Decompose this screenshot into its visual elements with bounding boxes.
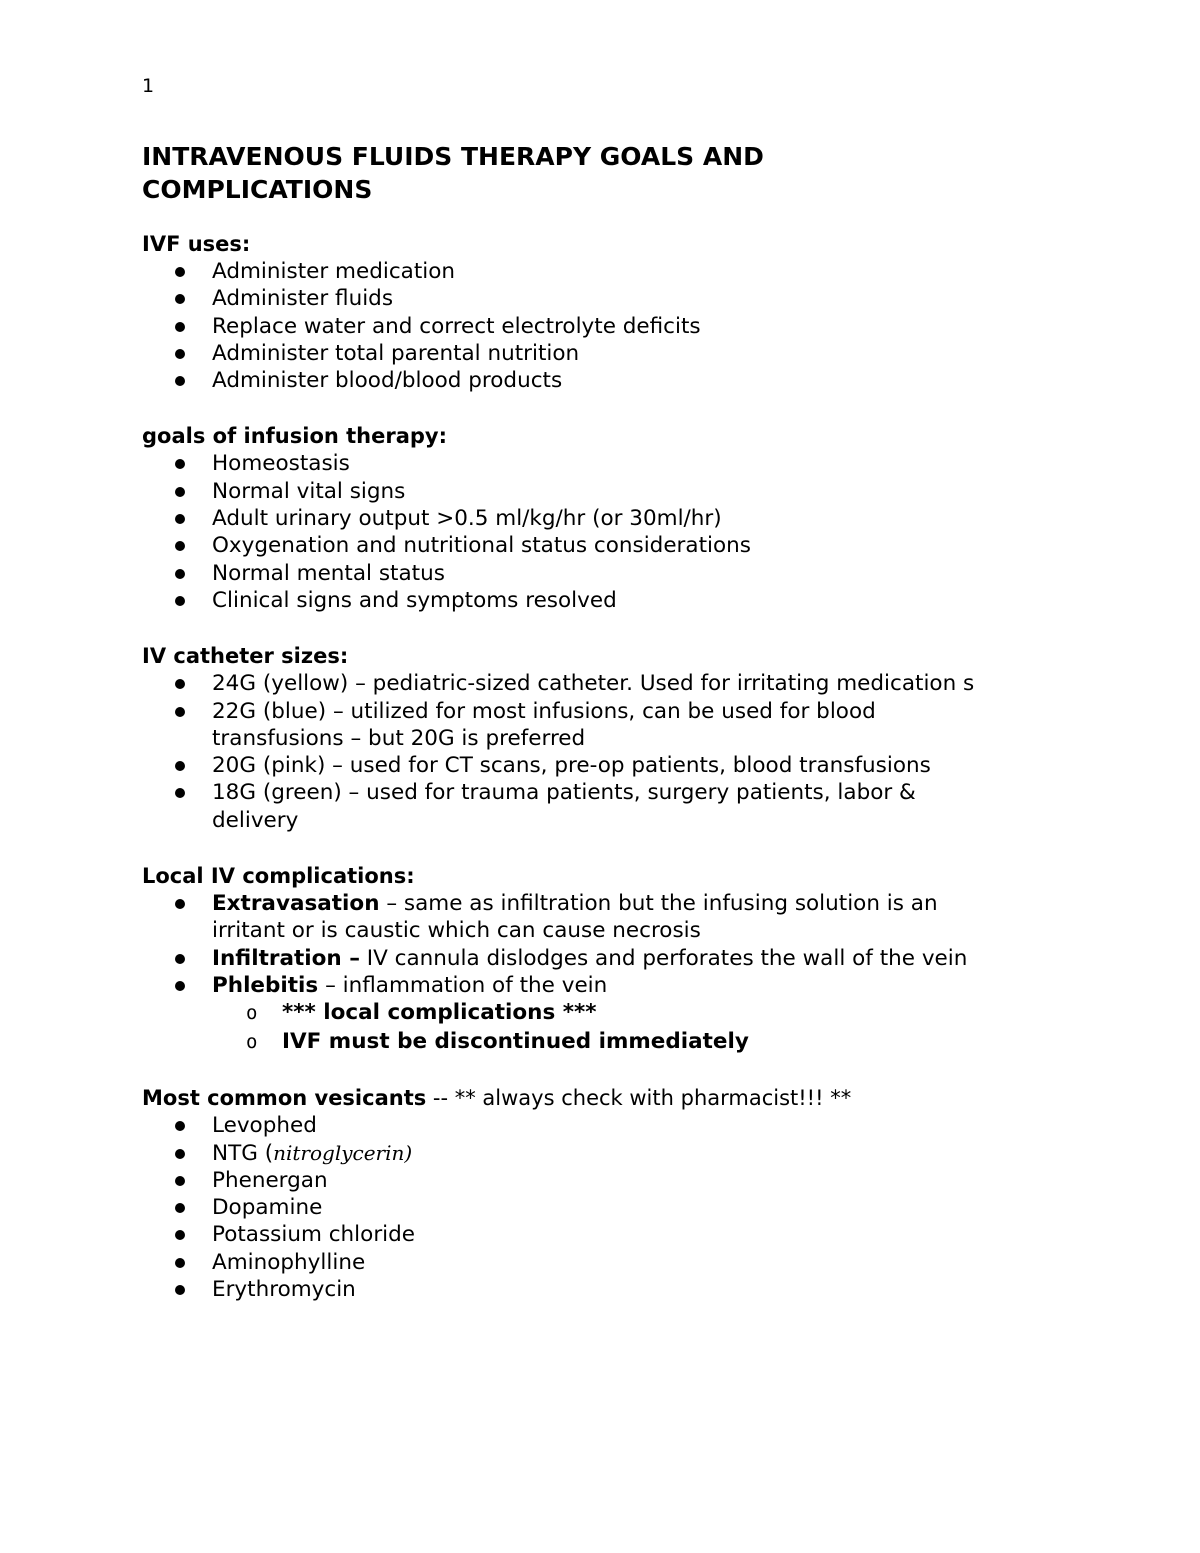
list-item: Administer medication: [142, 258, 1102, 285]
vesicants-list: [142, 1112, 1102, 1303]
list-item: 18G (green) – used for trauma patients, surgery patients, labor & delivery: [142, 779, 1077, 834]
list-item: Administer fluids: [142, 285, 1102, 312]
section-heading-local-complications: Local IV complications:: [142, 864, 415, 889]
section-heading-goals: goals of infusion therapy:: [142, 424, 448, 449]
section-catheter-sizes: [142, 642, 1102, 834]
term-infiltration: Infiltration –: [212, 945, 360, 971]
list-item: Levophed: [142, 1112, 1102, 1139]
list-item: Normal vital signs: [142, 478, 1102, 505]
list-item: [142, 972, 1077, 1056]
list-item: Replace water and correct electrolyte deficits: [142, 313, 1102, 340]
ivf-uses-list: [142, 258, 1102, 394]
term-definition: IV cannula dislodges and perforates the wall of the vein: [359, 945, 968, 971]
ntg-label: NTG (: [212, 1140, 274, 1166]
list-item: Normal mental status: [142, 560, 1102, 587]
list-item: Erythromycin: [142, 1276, 1102, 1303]
list-item: 22G (blue) – utilized for most infusions, can be used for blood transfusions – but 20G is preferred: [142, 698, 1077, 753]
list-item: Phenergan: [142, 1167, 1102, 1194]
list-item: 24G (yellow) – pediatric-sized catheter. Used for irritating medication s: [142, 670, 1077, 697]
list-item: 20G (pink) – used for CT scans, pre-op patients, blood transfusions: [142, 752, 1077, 779]
section-heading-ivf-uses: IVF uses:: [142, 232, 251, 256]
vesicants-heading-text: Most common vesicants: [142, 1086, 427, 1111]
catheter-sizes-list: [142, 670, 1077, 834]
term-phlebitis: Phlebitis: [212, 972, 319, 998]
list-item: Dopamine: [142, 1194, 1102, 1221]
list-item: [142, 1140, 1102, 1167]
list-item: Adult urinary output >0.5 ml/kg/hr (or 30ml/hr): [142, 505, 1102, 532]
ntg-detail: nitroglycerin): [273, 1140, 413, 1165]
document-title: INTRAVENOUS FLUIDS THERAPY GOALS AND COMPLICATIONS: [142, 142, 764, 204]
term-extravasation: Extravasation: [212, 891, 380, 917]
section-heading-vesicants: [142, 1084, 1102, 1112]
term-definition: – same as infiltration but the infusing solution is an irritant or is caustic which can cause necrosis: [212, 891, 938, 944]
section-local-complications: [142, 862, 1102, 1056]
local-complications-sublist: [142, 999, 1077, 1056]
pharmacist-note: -- ** always check with pharmacist!!! **: [426, 1086, 852, 1111]
local-complications-list: [142, 890, 1077, 1056]
list-item: [142, 945, 1077, 972]
list-item: Administer total parental nutrition: [142, 340, 1102, 367]
list-item: Clinical signs and symptoms resolved: [142, 587, 1102, 614]
section-ivf-uses: [142, 230, 1102, 394]
goals-list: [142, 450, 1102, 614]
list-item: Potassium chloride: [142, 1221, 1102, 1248]
sub-list-item: o *** local complications ***: [212, 999, 1077, 1028]
list-item: Oxygenation and nutritional status considerations: [142, 532, 1102, 559]
section-vesicants: [142, 1084, 1102, 1303]
section-heading-catheter-sizes: IV catheter sizes:: [142, 644, 349, 669]
page-number: 1: [142, 75, 155, 97]
list-item: Administer blood/blood products: [142, 367, 1102, 394]
term-definition: – inflammation of the vein: [318, 972, 608, 998]
section-goals: [142, 422, 1102, 614]
sub-list-item: o IVF must be discontinued immediately: [212, 1028, 1077, 1057]
list-item: [142, 890, 1077, 945]
list-item: Aminophylline: [142, 1249, 1102, 1276]
list-item: Homeostasis: [142, 450, 1102, 477]
document-page: [142, 72, 1102, 1331]
